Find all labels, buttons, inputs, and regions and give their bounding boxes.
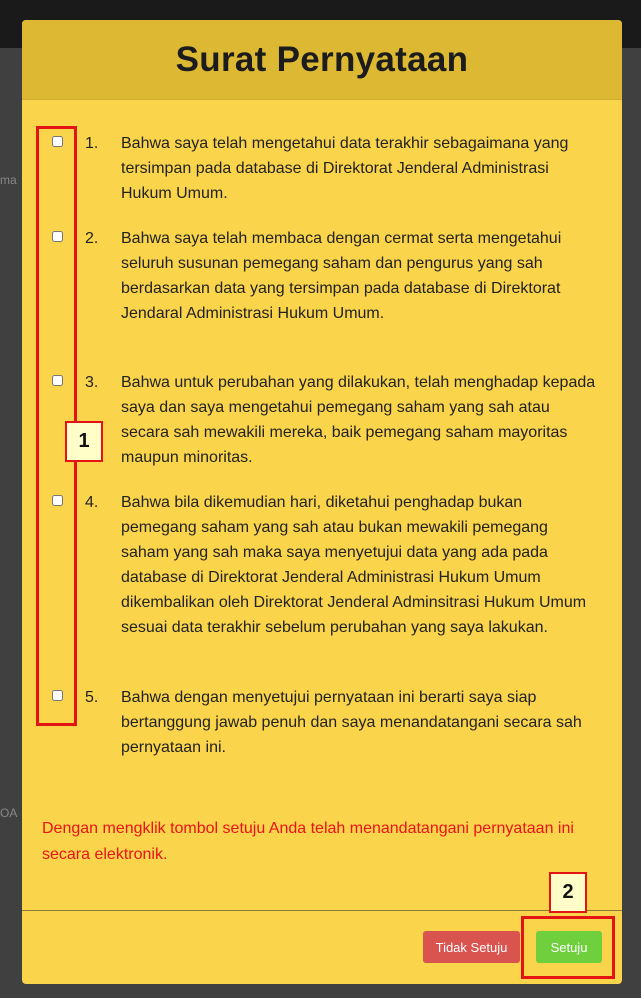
annotation-label-1: 1 bbox=[65, 421, 103, 462]
background-text: ma bbox=[0, 173, 17, 187]
statement-text: Bahwa dengan menyetujui pernyataan ini berarti saya siap bertanggung jawab penuh dan saya menandatangani secara sah pernyataan ini. bbox=[121, 689, 582, 756]
statement-modal bbox=[22, 20, 622, 984]
statement-text: Bahwa saya telah membaca dengan cermat serta mengetahui seluruh susunan pemegang saham dan pengurus yang sah berdasarkan data yang tersimpan pada database di Direktorat Jendaral Administrasi Hukum Umum. bbox=[121, 230, 562, 322]
statement-number: 5. bbox=[85, 689, 99, 706]
modal-header bbox=[22, 20, 622, 100]
accept-button[interactable]: Setuju bbox=[536, 931, 602, 963]
statement-text: Bahwa bila dikemudian hari, diketahui penghadap bukan pemegang saham yang sah atau bukan mewakili pemegang saham yang sah maka saya menyetujui data yang ada pada database di Direktorat Jenderal Administrasi Hukum Umum dikembalikan oleh Direktorat Jenderal Adminsitrasi Hukum Umum sesuai data terakhir sebelum perubahan yang saya lakukan. bbox=[121, 494, 587, 636]
statement-number: 2. bbox=[85, 230, 99, 247]
background-text: OA bbox=[0, 806, 18, 820]
modal-footer-divider bbox=[22, 910, 622, 911]
statement-text: Bahwa untuk perubahan yang dilakukan, telah menghadap kepada saya dan saya mengetahui pemegang saham yang sah atau secara sah mewakili mereka, baik pemegang saham mayoritas maupun minoritas. bbox=[121, 374, 596, 466]
modal-title: Surat Pernyataan bbox=[175, 39, 469, 79]
e-signature-note: Dengan mengklik tombol setuju Anda telah menandatangani pernyataan ini secara elektronik. bbox=[42, 820, 574, 863]
reject-button[interactable]: Tidak Setuju bbox=[423, 931, 520, 963]
annotation-label-2: 2 bbox=[549, 872, 587, 913]
statement-number: 3. bbox=[85, 374, 99, 391]
statement-text: Bahwa saya telah mengetahui data terakhir sebagaimana yang tersimpan pada database di Direktorat Jenderal Administrasi Hukum Umum. bbox=[121, 135, 569, 202]
highlight-box-accept bbox=[521, 916, 615, 979]
statement-number: 4. bbox=[85, 494, 99, 511]
statement-number: 1. bbox=[85, 135, 99, 152]
